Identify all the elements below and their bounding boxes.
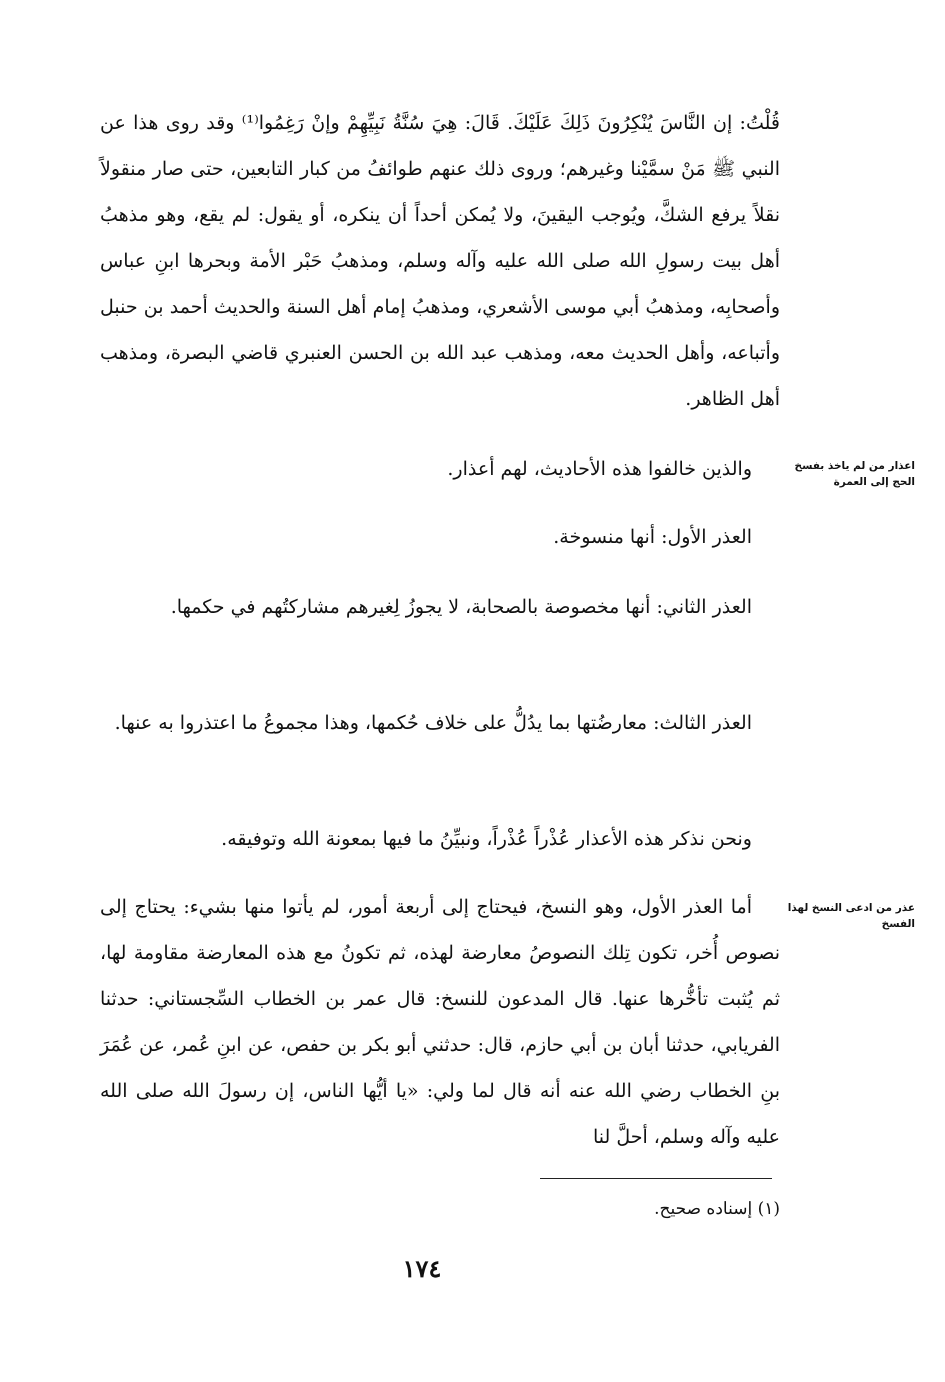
margin-note-excuses: اعذار من لم ياخذ بفسخ الحج إلى العمرة (794, 460, 915, 488)
paragraph-second-excuse (100, 584, 780, 630)
paragraph-text: أما العذر الأول، وهو النسخ، فيحتاج إلى أربعة أمور، لم يأتوا منها بشيء: يحتاج إلى نصوص أُخر، تكون تِلك النصوصُ معارضة لهذه، ثم تكونُ مع هذه المعارضة مقاومة لها، ثم يُثبت تأخُّرها عنها. قال المدعون للنسخ: قال عمر بن الخطاب السِّجستاني: حدثنا الفريابي، حدثنا أبان بن أبي حازم، قال: حدثني أبو بكر بن حفص، عن ابنِ عُمر، عن عُمَرَ بنِ الخطاب رضي الله عنه أنه قال لما ولي: «يا أيُّها الناس، إن رسولَ الله صلى الله عليه وآله وسلم، أحلَّ لنا (100, 896, 780, 1148)
paragraph-discussion-intro (100, 816, 780, 862)
paragraph-text: العذر الأول: أنها منسوخة. (553, 526, 752, 548)
paragraph-text: قُلْتُ: إن النَّاسَ يُنْكِرُونَ ذَلِكَ عَلَيْكَ. قَالَ: هِيَ سُنَّةُ نَبِيِّهِمْ وإنْ رَغِمُوا⁽¹⁾ وقد روى هذا عن النبي ﷺ مَنْ سمَّيْنا وغيرهم؛ وروى ذلك عنهم طوائفُ من كبار التابعين، حتى صار منقولاً نقلاً يرفع الشكَّ، ويُوجب اليقينَ، ولا يُمكن أحداً أن ينكره، أو يقول: لم يقع، وهو مذهبُ أهل بيت رسولِ الله صلى الله عليه وآله وسلم، ومذهبُ حَبْر الأمة وبحرها ابنِ عباس وأصحابِه، ومذهبُ أبي موسى الأشعري، ومذهبُ إمام أهل السنة والحديث أحمد بن حنبل وأتباعه، وأهل الحديث معه، ومذهب عبد الله بن الحسن العنبري قاضي البصرة، ومذهب أهل الظاهر. (100, 112, 780, 410)
footnote: (١) إسناده صحيح. (654, 1199, 780, 1219)
footnote-divider (540, 1178, 772, 1179)
paragraph-abrogation (100, 884, 780, 1160)
paragraph-text: العذر الثاني: أنها مخصوصة بالصحابة، لا يجوزُ لِغيرهم مشاركتُهم في حكمها. (170, 596, 752, 618)
paragraph-third-excuse (100, 700, 780, 746)
paragraph-text: ونحن نذكر هذه الأعذار عُذْراً عُذْراً، ونبيِّنُ ما فيها بمعونة الله وتوفيقه. (221, 828, 752, 850)
paragraph-opening (100, 100, 780, 422)
page-number: ١٧٤ (402, 1254, 442, 1283)
paragraph-text: والذين خالفوا هذه الأحاديث، لهم أعذار. (447, 458, 752, 480)
paragraph-first-excuse (100, 514, 780, 560)
paragraph-excuses-intro (100, 446, 780, 492)
margin-note-abrogation: عذر من ادعى النسخ لهذا الفسخ (787, 902, 915, 930)
paragraph-text: العذر الثالث: معارضُتها بما يدُلُّ على خلاف حُكمها، وهذا مجموعُ ما اعتذروا به عنها. (114, 712, 752, 734)
